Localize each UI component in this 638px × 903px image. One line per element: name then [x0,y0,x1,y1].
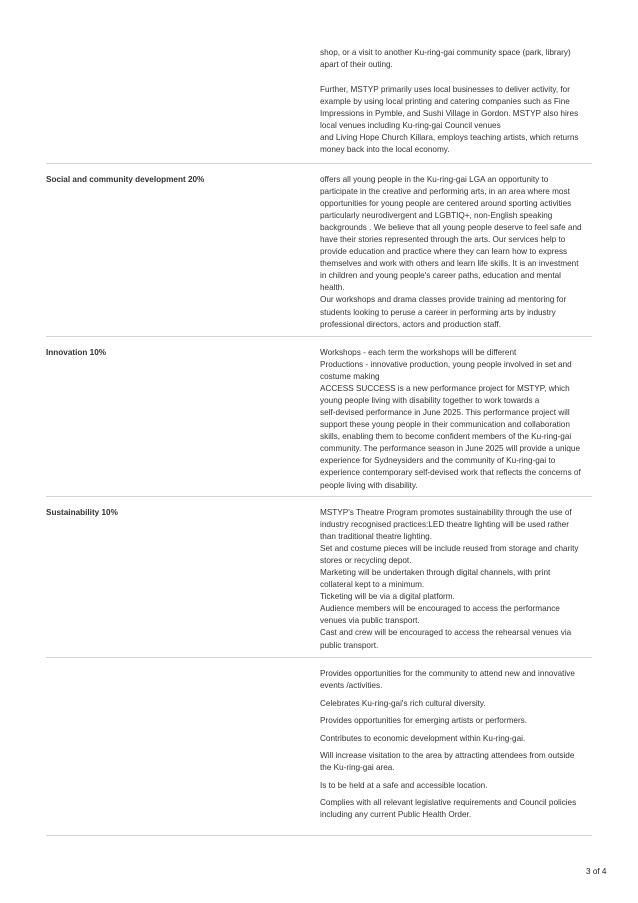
criteria-item [320,698,592,710]
criterion-response [320,347,592,492]
text-line: money back into the local economy. [320,144,450,154]
criteria-item [320,668,592,692]
text-line: Ticketing will be via a digital platform. [320,592,455,602]
text-line: skills, enabling them to become confident members of the Ku-ring-gai [320,432,572,442]
text-line: local venues including Ku-ring-gai Council venues [320,120,501,130]
page-number: 3 of 4 [586,867,607,876]
text-line: Provides opportunities for emerging artists or performers. [320,716,528,726]
continuation-paragraph [320,47,592,71]
text-line: example by using local printing and catering companies such as Fine [320,96,570,106]
text-line: in children and young people's career paths, education and mental [320,271,561,281]
criteria-list [320,668,592,821]
criterion-label: Social and community development 20% [46,175,205,184]
text-line: stores or recycling depot. [320,556,412,566]
text-line: ACCESS SUCCESS is a new performance project for MSTYP, which [320,384,570,394]
text-line: self-devised performance in June 2025. This performance project will [320,408,570,418]
text-line: than traditional theatre lighting. [320,532,432,542]
criteria-item [320,733,592,745]
text-line: Contributes to economic development within Ku-ring-gai. [320,733,526,743]
text-line: health. [320,283,345,293]
text-line: Complies with all relevant legislative requirements and Council policies [320,798,577,808]
text-line: Marketing will be undertaken through digital channels, with print [320,568,551,578]
text-line: Our workshops and drama classes provide training ad mentoring for [320,295,567,305]
text-line: Further, MSTYP primarily uses local businesses to deliver activity, for [320,84,570,94]
continuation-paragraph [320,84,592,156]
text-line: the Ku-ring-gai area. [320,763,395,773]
criteria-item [320,797,592,821]
row-divider [46,163,592,164]
continuation-text [320,47,592,156]
text-line: professional directors, actors and production staff. [320,319,501,329]
text-line: students looking to peruse a career in performing arts by industry [320,307,556,317]
criterion-label: Sustainability 10% [46,508,118,517]
text-line: collateral kept to a minimum. [320,580,425,590]
row-divider [46,657,592,658]
text-line: offers all young people in the Ku-ring-gai LGA an opportunity to [320,175,549,184]
criteria-item [320,780,592,792]
text-line: particularly neurodivergent and LGBTIQ+, non-English speaking [320,211,553,221]
text-line: Workshops - each term the workshops will be different [320,348,517,357]
text-line: including any current Public Health Order. [320,810,472,820]
row-divider [46,336,592,337]
text-line: venues via public transport. [320,616,420,626]
text-line: Celebrates Ku-ring-gai's rich cultural diversity. [320,698,486,708]
text-line: participate in the creative and performing arts, in an area where most [320,187,570,197]
text-line: Is to be held at a safe and accessible location. [320,780,488,790]
text-line: and Living Hope Church Killara, employs teaching artists, which returns [320,132,579,142]
text-line: shop, or a visit to another Ku-ring-gai community space (park, library) [320,48,571,57]
text-line: Audience members will be encouraged to access the performance [320,604,560,614]
text-line: young people living with disability together to work towards a [320,396,540,406]
text-line: Provides opportunities for the community to attend new and innovative [320,669,575,678]
text-line: community. The performance season in June 2025 will provide a unique [320,444,581,454]
text-line: support these young people in their communication and collaboration [320,420,570,430]
criterion-response [320,507,592,652]
row-divider [46,835,592,836]
text-line: provide education and practice where they can learn how to express [320,247,568,257]
text-line: Set and costume pieces will be include reused from storage and charity [320,544,579,554]
text-line: backgrounds . We believe that all young people deserve to feel safe and [320,223,582,233]
text-line: themselves and work with others and learn life skills. It is an investment [320,259,579,269]
text-line: events /activities. [320,681,383,691]
text-line: apart of their outing. [320,60,393,70]
text-line: opportunities for young people are centered around sporting activities [320,199,572,209]
text-line: MSTYP's Theatre Program promotes sustainability through the use of [320,508,572,517]
text-line: costume making [320,372,380,382]
criteria-item [320,715,592,727]
text-line: have their stories represented through the arts. Our services help to [320,235,566,245]
criterion-label: Innovation 10% [46,348,107,357]
text-line: Cast and crew will be encouraged to access the rehearsal venues via [320,628,572,638]
row-divider [46,496,592,497]
criteria-item [320,750,592,774]
text-line: Impressions in Pymble, and Sushi Village in Gordon. MSTYP also hires [320,108,579,118]
text-line: experience contemporary self-devised work that reflects the concerns of [320,468,581,478]
criterion-response [320,174,592,331]
text-line: industry recognised practices:LED theatre lighting will be used rather [320,520,569,530]
text-line: public transport. [320,640,379,650]
text-line: experience for Sydneysiders and the community of Ku-ring-gai to [320,456,556,466]
text-line: Productions - innovative production, young people involved in set and [320,360,572,370]
text-line: Will increase visitation to the area by attracting attendees from outside [320,751,575,761]
text-line: people living with disability. [320,480,418,490]
